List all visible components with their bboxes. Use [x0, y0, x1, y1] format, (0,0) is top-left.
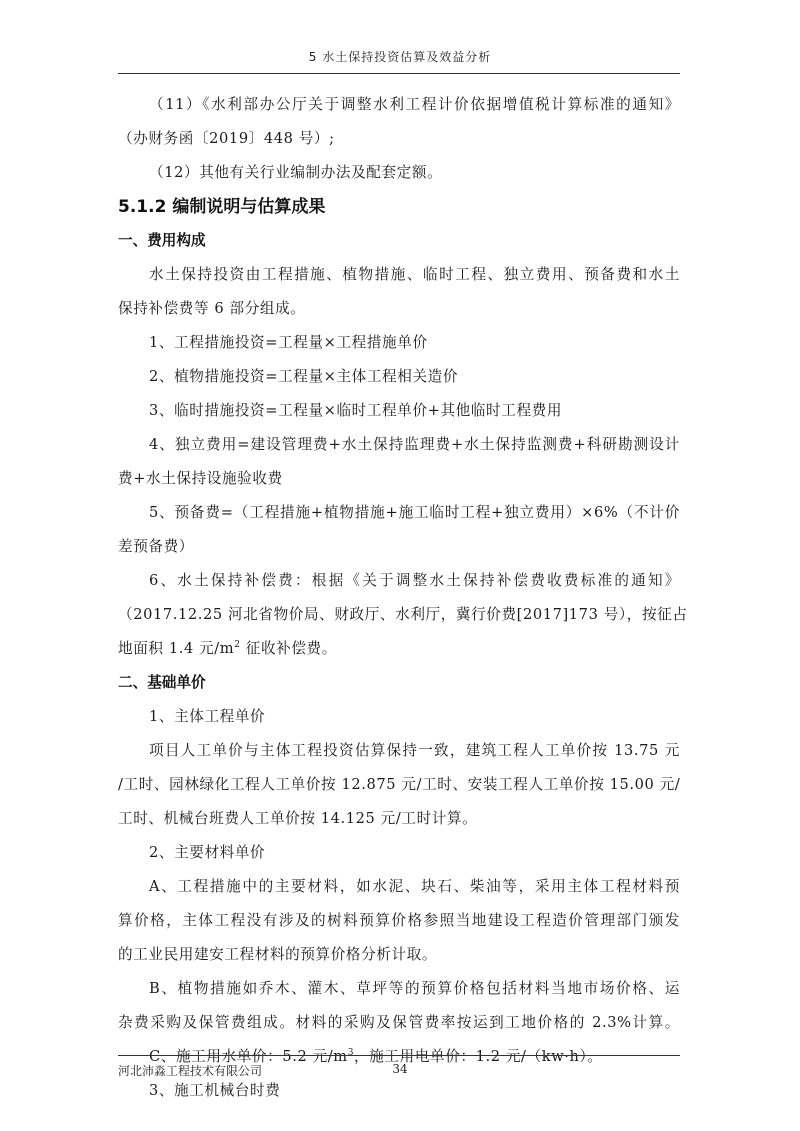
reference-11-line-1: （11）《水利部办公厅关于调整水利工程计价依据增值税计算标准的通知》 — [149, 96, 680, 113]
subheading-machinery-cost: 3、施工机械台时费 — [149, 1082, 281, 1099]
intro-line-1: 水土保持投资由工程措施、植物措施、临时工程、独立费用、预备费和水土 — [149, 266, 680, 283]
formula-item-6-line-2: （2017.12.25 河北省物价局、财政厅、水利厅，冀行价费[2017]173 号），按征占 — [118, 606, 688, 623]
formula-item-6-line-3 — [118, 632, 680, 666]
power-price-text: ，施工用电单价：1.2 元/（kw·h）。 — [354, 1048, 603, 1065]
material-b-line-2: 杂费采购及保管费组成。材料的采购及保管费率按运到工地价格的 2.3%计算。 — [118, 1014, 680, 1031]
document-body — [118, 88, 688, 1108]
formula-item-5-line-2: 差预备费） — [118, 538, 194, 555]
footer-divider — [118, 1055, 680, 1056]
section-heading-5-1-2: 5.1.2 编制说明与估算成果 — [118, 197, 326, 217]
material-a-line-1: A、工程措施中的主要材料，如水泥、块石、柴油等，采用主体工程材料预 — [149, 878, 680, 895]
water-price-text: C、施工用水单价：5.2 元/m — [149, 1048, 348, 1065]
footer-company-name: 河北沛淼工程技术有限公司 — [118, 1064, 263, 1078]
material-a-line-3: 的工业民用建安工程材料的预算价格分析计取。 — [118, 946, 438, 963]
formula-item-6-line-1: 6、水土保持补偿费：根据《关于调整水土保持补偿费收费标准的通知》 — [149, 572, 680, 589]
formula-item-1: 1、工程措施投资=工程量×工程措施单价 — [149, 334, 428, 351]
heading-cost-composition: 一、费用构成 — [118, 232, 206, 249]
superscript: 3 — [347, 1048, 355, 1058]
heading-base-unit-price: 二、基础单价 — [118, 674, 206, 691]
material-b-line-1: B、植物措施如乔木、灌木、草坪等的预算价格包括材料当地市场价格、运 — [149, 980, 680, 997]
formula-item-2: 2、植物措施投资=工程量×主体工程相关造价 — [149, 368, 459, 385]
formula-item-4-line-1: 4、独立费用=建设管理费+水土保持监理费+水土保持监测费+科研勘测设计 — [149, 436, 680, 453]
labor-price-line-1: 项目人工单价与主体工程投资估算保持一致，建筑工程人工单价按 13.75 元 — [149, 742, 680, 759]
labor-price-line-3: 工时、机械台班费人工单价按 14.125 元/工时计算。 — [118, 810, 478, 827]
labor-price-line-2: /工时、园林绿化工程人工单价按 12.875 元/工时、安装工程人工单价按 15.00 元/ — [118, 776, 681, 793]
reference-11-line-2: （办财务函〔2019〕448 号）; — [118, 130, 335, 147]
formula-item-4-line-2: 费+水土保持设施验收费 — [118, 470, 283, 487]
page-header-title: 5 水土保持投资估算及效益分析 — [308, 50, 492, 64]
formula-item-3: 3、临时措施投资=工程量×临时工程单价+其他临时工程费用 — [149, 402, 563, 419]
subheading-main-works-price: 1、主体工程单价 — [149, 708, 266, 725]
material-a-line-2: 算价格，主体工程没有涉及的树料预算价格参照当地建设工程造价管理部门颁发 — [118, 912, 680, 929]
superscript: 2 — [234, 640, 241, 650]
formula-item-5-line-1: 5、预备费=（工程措施+植物措施+施工临时工程+独立费用）×6%（不计价 — [149, 504, 680, 521]
reference-12: （12）其他有关行业编制办法及配套定额。 — [149, 164, 443, 181]
fee-rate-suffix: 征收补偿费。 — [240, 640, 337, 657]
page-number: 34 — [392, 1062, 408, 1076]
intro-line-2: 保持补偿费等 6 部分组成。 — [118, 300, 306, 317]
fee-rate-text: 地面积 1.4 元/m — [118, 640, 235, 657]
subheading-material-price: 2、主要材料单价 — [149, 844, 266, 861]
header-divider — [118, 73, 680, 74]
